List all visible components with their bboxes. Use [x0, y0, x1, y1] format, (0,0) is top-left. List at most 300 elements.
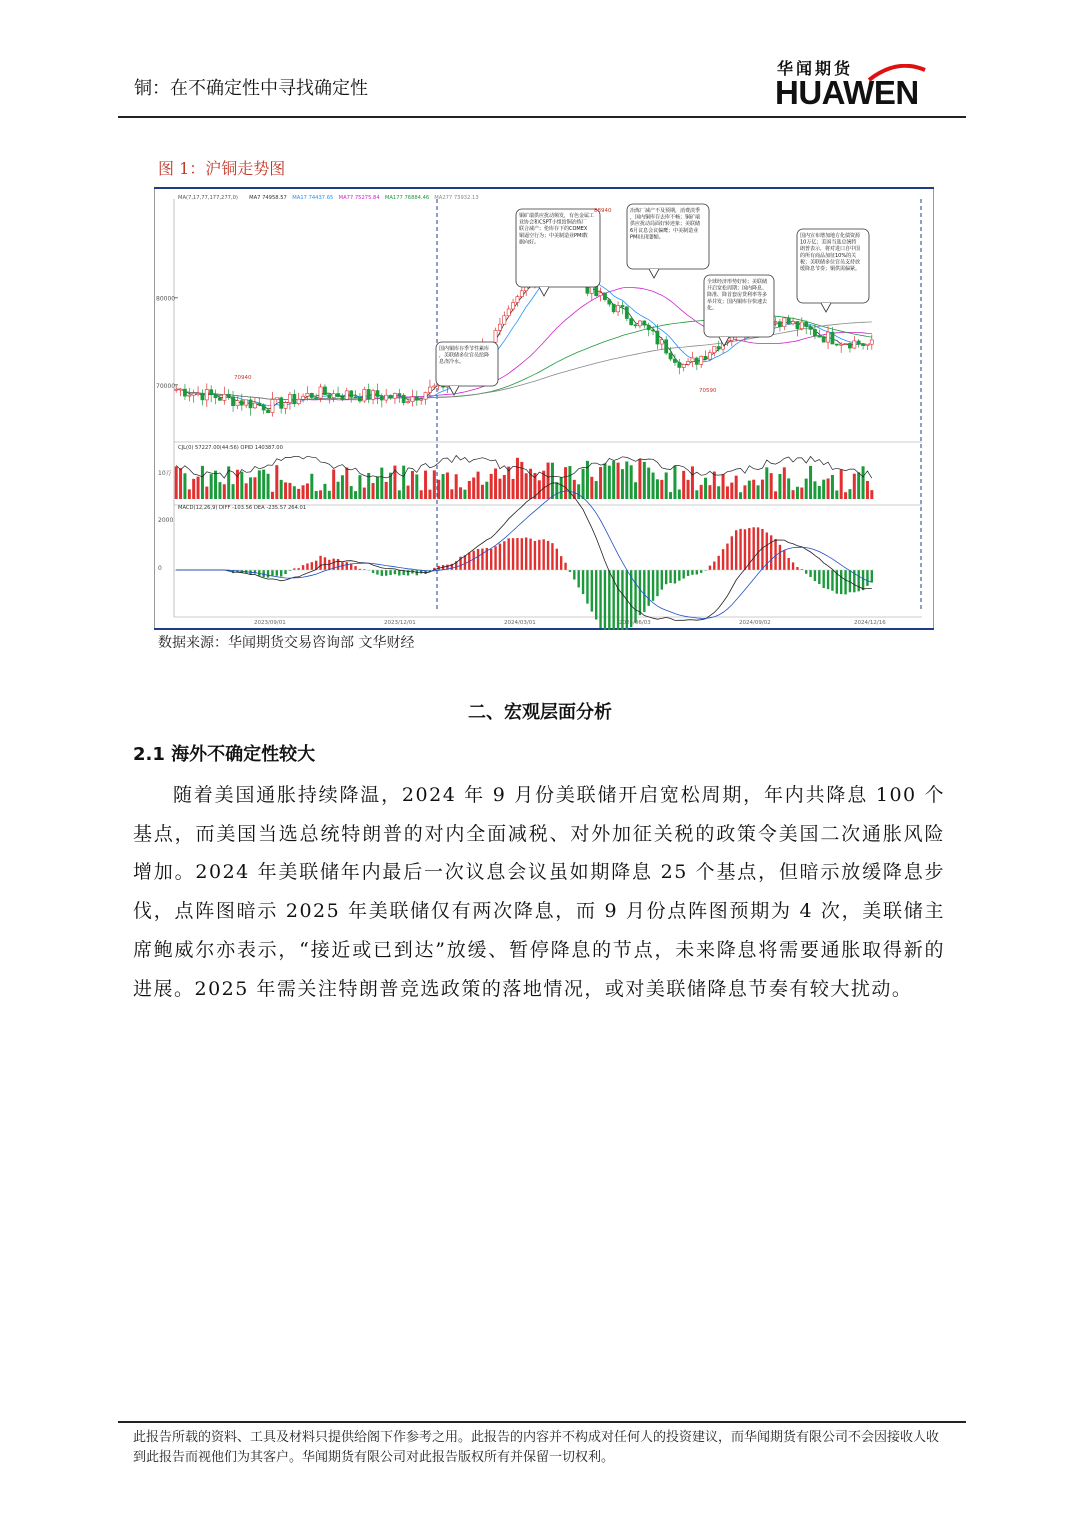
volume-bar — [617, 463, 620, 499]
volume-bar — [337, 482, 340, 499]
volume-bar — [407, 486, 410, 499]
volume-bar — [608, 466, 611, 499]
volume-bar — [253, 477, 256, 499]
macd-histogram-bar — [311, 562, 313, 570]
candle-body — [700, 356, 703, 364]
volume-bar — [630, 465, 633, 499]
x-tick-label: 2024/03/01 — [504, 620, 536, 626]
volume-bar — [293, 486, 296, 499]
macd-histogram-bar — [494, 546, 496, 570]
header-divider — [118, 116, 966, 118]
candle-body — [227, 394, 230, 397]
volume-bar — [428, 490, 431, 499]
macd-histogram-bar — [774, 539, 776, 570]
macd-histogram-bar — [586, 570, 588, 604]
logo-chinese-text: 华闻期货 — [777, 59, 854, 78]
volume-bar — [363, 488, 366, 499]
volume-bar — [809, 466, 812, 499]
candle-body — [358, 397, 361, 401]
ma-legend-item: MA7 74958.57 — [249, 195, 287, 201]
volume-bar — [354, 491, 357, 499]
candle-body — [686, 361, 689, 364]
macd-histogram-bar — [696, 570, 698, 574]
volume-bar — [787, 478, 790, 499]
macd-histogram-bar — [284, 570, 286, 574]
volume-bar — [835, 490, 838, 499]
volume-bar — [520, 462, 523, 499]
annotation-text: 铜矿端供应扰动频发，有色金属工业协会和CSPT小组给铜冶炼厂联合减产；伦库存下的COMEX 铜逼空行为；中美制造业PMI数据向好。 — [519, 213, 595, 246]
candle-body — [258, 403, 261, 405]
volume-bar — [297, 489, 300, 499]
volume-bar — [547, 463, 550, 499]
volume-bar — [857, 472, 860, 499]
candle-body — [385, 395, 388, 400]
volume-bar — [800, 488, 803, 499]
annotation-text: 全球经济形势好转；美联储开启宽松周期；国内降息、降准、降首套房贷利率等多举并发；国内铜库存快速去化。 — [707, 279, 768, 312]
macd-histogram-bar — [481, 549, 483, 570]
candle-body — [809, 327, 812, 330]
volume-bar — [415, 474, 418, 499]
macd-histogram-bar — [564, 563, 566, 570]
macd-histogram-bar — [805, 570, 807, 574]
macd-histogram-bar — [398, 570, 400, 576]
candle-body — [612, 304, 615, 312]
price-extreme-label: 70590 — [699, 388, 717, 394]
macd-legend: MACD(12,26,9) DIFF -103.56 DEA -235.57 264.01 — [178, 505, 307, 511]
candle-body — [678, 363, 681, 368]
volume-bar — [372, 483, 375, 499]
volume-bar — [673, 466, 676, 499]
volume-bar — [866, 481, 869, 499]
candle-body — [415, 397, 418, 400]
volume-bar — [722, 474, 725, 499]
candle-body — [599, 293, 602, 296]
macd-histogram-bar — [787, 558, 789, 570]
candle-body — [660, 340, 663, 344]
macd-histogram-bar — [678, 570, 680, 581]
volume-bar — [805, 479, 808, 499]
macd-histogram-bar — [752, 527, 754, 570]
volume-bar — [555, 482, 558, 499]
volume-bar — [188, 489, 191, 499]
volume-bar — [818, 486, 821, 499]
candle-body — [398, 393, 401, 395]
volume-bar — [385, 482, 388, 499]
price-extreme-label: 70940 — [234, 375, 252, 381]
volume-bar — [625, 461, 628, 499]
volume-bar — [603, 463, 606, 499]
volume-bar — [179, 468, 182, 499]
volume-bar — [498, 479, 501, 499]
volume-bar — [192, 479, 195, 499]
volume-bar — [258, 470, 261, 499]
volume-bar — [503, 475, 506, 499]
macd-histogram-bar — [604, 570, 606, 630]
candle-body — [800, 322, 803, 329]
volume-bar — [175, 466, 178, 499]
volume-bar — [437, 480, 440, 499]
volume-bar — [284, 482, 287, 499]
copper-chart-svg — [154, 187, 934, 630]
macd-histogram-bar — [857, 570, 859, 591]
volume-bar — [227, 466, 230, 499]
macd-histogram-bar — [276, 570, 278, 576]
candle-body — [603, 293, 606, 300]
volume-bar — [341, 475, 344, 499]
volume-bar — [402, 466, 405, 499]
volume-bar — [713, 472, 716, 499]
ma-legend-item: MA(7,17,77,177,277,0) — [178, 195, 238, 201]
volume-bar — [481, 485, 484, 499]
candle-body — [249, 400, 252, 408]
volume-bar — [870, 490, 873, 499]
volume-bar — [218, 482, 221, 499]
candle-body — [293, 394, 296, 403]
macd-histogram-bar — [407, 570, 409, 575]
volume-bar — [267, 474, 270, 499]
candle-body — [223, 394, 226, 400]
y-tick-label: 80000 — [156, 295, 176, 303]
candle-body — [214, 394, 217, 397]
macd-histogram-bar — [499, 544, 501, 570]
volume-bar — [477, 472, 480, 499]
macd-histogram-bar — [538, 540, 540, 570]
macd-histogram-bar — [700, 570, 702, 573]
macd-histogram-bar — [639, 570, 641, 615]
volume-bar — [223, 484, 226, 499]
volume-bar — [197, 477, 200, 499]
macd-histogram-bar — [525, 538, 527, 570]
copper-chart — [154, 187, 934, 630]
volume-bar — [288, 483, 291, 499]
volume-bar — [210, 474, 213, 499]
candle-body — [306, 393, 309, 396]
macd-histogram-bar — [871, 570, 873, 583]
volume-bar — [485, 482, 488, 499]
section-title: 二、宏观层面分析 — [468, 702, 612, 723]
candle-body — [669, 353, 672, 359]
candle-body — [345, 391, 348, 399]
volume-bar — [735, 476, 738, 499]
candle-body — [835, 344, 838, 345]
volume-bar — [739, 492, 742, 499]
volume-bar — [726, 486, 729, 499]
volume-bar — [840, 470, 843, 499]
x-tick-label: 2024/06/03 — [619, 620, 651, 626]
candle-body — [310, 393, 313, 397]
volume-bar — [765, 467, 768, 499]
candle-body — [245, 400, 248, 405]
candle-body — [831, 332, 834, 344]
macd-histogram-bar — [516, 538, 518, 570]
candle-body — [822, 337, 825, 343]
candle-body — [774, 322, 777, 323]
candle-body — [621, 305, 624, 306]
volume-bar — [455, 474, 458, 499]
candle-body — [647, 325, 650, 330]
macd-histogram-bar — [577, 570, 579, 587]
macd-histogram-bar — [862, 570, 864, 590]
candle-body — [638, 321, 641, 326]
macd-histogram-bar — [722, 549, 724, 570]
macd-histogram-bar — [595, 570, 597, 620]
macd-histogram-bar — [306, 563, 308, 570]
volume-bar — [240, 472, 243, 499]
macd-histogram-bar — [739, 529, 741, 570]
macd-histogram-bar — [647, 570, 649, 606]
macd-histogram-bar — [761, 529, 763, 570]
candle-body — [630, 319, 633, 325]
volume-bar — [678, 490, 681, 499]
y-tick-label: 70000 — [156, 382, 176, 390]
macd-histogram-bar — [271, 570, 273, 576]
macd-histogram-bar — [779, 545, 781, 570]
volume-bar — [730, 483, 733, 499]
candle-body — [188, 395, 191, 396]
volume-tick-label: 10万 — [158, 470, 172, 477]
macd-histogram-bar — [372, 570, 374, 573]
macd-histogram-bar — [827, 570, 829, 589]
macd-histogram-bar — [866, 570, 868, 586]
annotation-text: 冶炼厂减产不及预期，消费淡季，国内铜库存去库不畅；铜矿端供应扰动局面好转迹象；美联储 6月议息会议偏鹰；中美制造业 PMI出现萎缩。 — [630, 208, 701, 241]
volume-bar — [665, 472, 668, 499]
candle-body — [341, 397, 344, 400]
volume-bar — [358, 475, 361, 499]
macd-histogram-bar — [599, 570, 601, 628]
volume-bar — [778, 474, 781, 499]
x-tick-label: 2023/12/01 — [384, 620, 416, 626]
macd-histogram-bar — [796, 567, 798, 570]
candle-body — [231, 397, 234, 406]
candle-body — [240, 401, 243, 405]
candle-body — [787, 318, 790, 324]
volume-bar — [612, 461, 615, 499]
candle-body — [634, 325, 637, 326]
volume-bar — [717, 486, 720, 499]
candle-body — [354, 397, 357, 398]
candle-body — [323, 387, 326, 395]
candle-body — [805, 322, 808, 327]
macd-histogram-bar — [792, 562, 794, 570]
candle-body — [616, 305, 619, 311]
macd-histogram-bar — [319, 556, 321, 570]
ma-legend-item: MA17 74437.65 — [292, 195, 334, 201]
candle-body — [433, 386, 436, 387]
candle-body — [424, 392, 427, 399]
macd-histogram-bar — [818, 570, 820, 584]
macd-histogram-bar — [656, 570, 658, 596]
volume-bar — [201, 466, 204, 499]
volume-bar — [262, 470, 265, 499]
volume-bar — [743, 485, 746, 499]
macd-tick-label: 2000 — [158, 517, 174, 524]
candle-body — [791, 321, 794, 323]
volume-bar — [310, 474, 313, 499]
macd-histogram-bar — [547, 541, 549, 570]
macd-histogram-bar — [814, 570, 816, 581]
macd-histogram-bar — [542, 539, 544, 570]
macd-histogram-bar — [726, 544, 728, 570]
volume-bar — [332, 469, 335, 499]
macd-histogram-bar — [717, 556, 719, 570]
volume-bar — [687, 480, 690, 499]
annotation-callout — [627, 204, 709, 278]
candle-body — [848, 343, 851, 348]
volume-bar — [490, 474, 493, 499]
volume-bar — [183, 473, 186, 499]
macd-histogram-bar — [713, 562, 715, 570]
macd-histogram-bar — [503, 541, 505, 570]
macd-histogram-bar — [464, 555, 466, 570]
annotation-text: 国内宣布增加地方化债资源 10万亿；美国当选总统特朗普表示，将对进口自中国的所有商品加征10%的关税；美联储多位官员支持放缓降息节奏；铜供需偏紧。 — [800, 233, 861, 272]
volume-bar — [757, 485, 760, 499]
volume-bar — [249, 477, 252, 499]
volume-bar — [700, 485, 703, 499]
macd-histogram-bar — [267, 570, 269, 578]
volume-bar — [516, 458, 519, 499]
macd-histogram-bar — [385, 570, 387, 576]
volume-bar — [564, 467, 567, 499]
candle-body — [857, 341, 860, 344]
candle-body — [210, 390, 213, 395]
volume-bar — [345, 468, 348, 499]
volume-bar — [433, 470, 436, 499]
figure-caption: 图 1：沪铜走势图 — [158, 159, 286, 178]
macd-histogram-bar — [757, 527, 759, 570]
candle-body — [389, 395, 392, 398]
body-paragraph: 随着美国通胀持续降温，2024 年 9 月份美联储开启宽松周期，年内共降息 100 个基点，而美国当选总统特朗普的对内全面减税、对外加征关税的政策令美国二次通胀风险增加。2024 年美联储年内最后一次议息会议虽如期降息 25 个基点，但暗示放缓降息步伐，点阵图暗示 2025 年美联储仅有两次降息，而 9 月份点阵图预期为 4 次，美联储主席鲍威尔亦表示，“接近或已到达”放缓、暂停降息的节点，未来降息将需要通胀取得新的进展。2025 年需关注特朗普竞选政策的落地情况，或对美联储降息节奏有较大扰动。 — [133, 784, 945, 1000]
candle-body — [673, 359, 676, 362]
volume-bar — [831, 475, 834, 499]
volume-bar — [302, 485, 305, 499]
volume-bar — [442, 474, 445, 499]
macd-histogram-bar — [582, 570, 584, 594]
volume-bar — [350, 486, 353, 499]
volume-bar — [652, 473, 655, 499]
candle-body — [271, 399, 274, 412]
volume-legend: CJL(0) 57227.00(44:56) OPID 140387.00 — [178, 445, 283, 451]
macd-histogram-bar — [591, 570, 593, 612]
subsection-title: 2.1 海外不确定性较大 — [133, 744, 316, 765]
candle-body — [691, 358, 694, 361]
macd-histogram-bar — [643, 570, 645, 612]
candle-body — [625, 307, 628, 319]
macd-histogram-bar — [472, 551, 474, 570]
volume-bar — [844, 492, 847, 499]
logo-swoosh-icon — [867, 64, 927, 82]
macd-histogram-bar — [822, 570, 824, 588]
candle-body — [297, 399, 300, 403]
volume-bar — [420, 490, 423, 499]
volume-bar — [446, 472, 449, 499]
x-tick-label: 2024/12/16 — [854, 620, 886, 626]
candle-body — [656, 331, 659, 344]
candle-body — [253, 403, 256, 408]
candle-body — [866, 344, 869, 345]
volume-bar — [647, 468, 650, 499]
volume-bar — [577, 484, 580, 499]
volume-bar — [752, 480, 755, 499]
macd-histogram-bar — [669, 570, 671, 583]
candle-body — [301, 396, 304, 399]
candle-body — [844, 343, 847, 344]
volume-bar — [582, 469, 585, 499]
macd-histogram-bar — [507, 538, 509, 570]
volume-bar — [827, 479, 830, 499]
volume-bar — [770, 473, 773, 499]
candle-body — [494, 330, 497, 342]
candle-body — [280, 398, 283, 409]
price-extreme-label: 88940 — [594, 208, 612, 214]
volume-bar — [590, 477, 593, 499]
volume-bar — [691, 466, 694, 499]
macd-histogram-bar — [691, 570, 693, 575]
macd-histogram-bar — [682, 570, 684, 579]
volume-bar — [774, 491, 777, 499]
volume-bar — [275, 465, 278, 499]
volume-bar — [848, 489, 851, 499]
candle-body — [853, 341, 856, 348]
volume-bar — [328, 491, 331, 499]
candle-body — [695, 358, 698, 364]
candle-body — [411, 397, 414, 402]
candle-body — [643, 321, 646, 325]
annotation-callout — [797, 229, 869, 312]
ma-legend-item: MA177 76884.46 — [384, 195, 430, 201]
x-tick-label: 2024/09/02 — [739, 620, 771, 626]
macd-histogram-bar — [687, 570, 689, 576]
candle-body — [870, 340, 873, 344]
annotation-callout — [704, 275, 774, 346]
candle-body — [192, 393, 195, 395]
macd-histogram-bar — [608, 570, 610, 630]
candle-body — [708, 353, 711, 359]
footer-divider — [118, 1421, 966, 1423]
volume-bar — [323, 484, 326, 499]
volume-bar — [656, 479, 659, 499]
macd-histogram-bar — [731, 536, 733, 570]
candle-body — [367, 389, 370, 399]
volume-bar — [704, 478, 707, 499]
volume-bar — [376, 477, 379, 499]
volume-bar — [271, 492, 274, 499]
macd-histogram-bar — [551, 543, 553, 570]
macd-histogram-bar — [844, 570, 846, 594]
candle-body — [406, 402, 409, 403]
macd-histogram-bar — [521, 538, 523, 570]
macd-histogram-bar — [512, 538, 514, 570]
macd-histogram-bar — [350, 564, 352, 570]
macd-histogram-bar — [346, 562, 348, 570]
macd-histogram-bar — [381, 570, 383, 576]
candle-body — [840, 344, 843, 345]
volume-bar — [813, 481, 816, 499]
volume-bar — [380, 468, 383, 499]
candle-body — [516, 297, 519, 303]
candle-body — [503, 316, 506, 324]
volume-bar — [232, 484, 235, 499]
candle-body — [813, 329, 816, 336]
volume-bar — [708, 485, 711, 499]
volume-bar — [525, 473, 528, 499]
candle-body — [205, 390, 208, 400]
candle-body — [266, 410, 269, 413]
macd-histogram-bar — [534, 541, 536, 570]
volume-bar — [205, 487, 208, 499]
macd-histogram-bar — [477, 549, 479, 570]
macd-histogram-bar — [809, 570, 811, 577]
candle-body — [196, 393, 199, 394]
